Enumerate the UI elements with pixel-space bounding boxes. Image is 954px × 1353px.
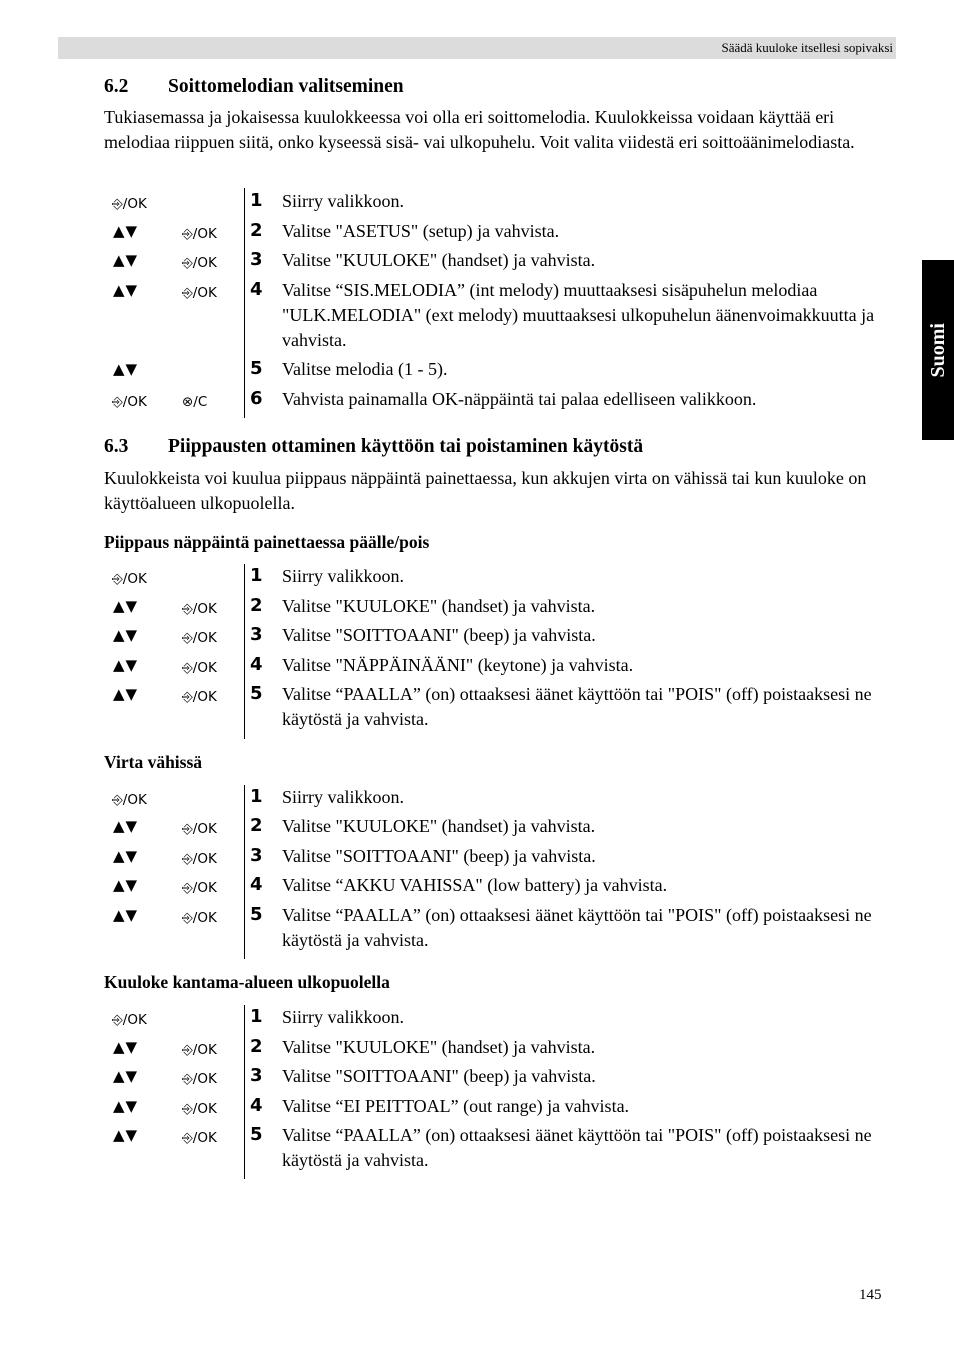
section-title: Piippausten ottaminen käyttöön tai poistaminen käytöstä <box>168 436 644 457</box>
step-number: 6 <box>250 388 263 409</box>
step-text: Valitse "SOITTOAANI" (beep) ja vahvista. <box>282 1066 596 1086</box>
step-text: Siirry valikkoon. <box>282 191 404 211</box>
section-number: 6.2 <box>104 76 129 97</box>
steps-block-keytone <box>104 564 904 739</box>
step-number: 1 <box>250 786 263 807</box>
language-tab <box>922 260 954 440</box>
step-text: Valitse “PAALLA” (on) ottaaksesi äänet käyttöön tai "POIS" (off) poistaaksesi ne käytöstä ja vahvista. <box>282 684 872 729</box>
section-title: Soittomelodian valitseminen <box>168 76 404 97</box>
step-number: 1 <box>250 1006 263 1027</box>
up-down-arrows-icon: ▲▼ <box>113 222 139 240</box>
up-down-arrows-icon: ▲▼ <box>113 251 139 269</box>
step-number: 3 <box>250 624 263 645</box>
steps-block-6-2 <box>104 188 904 418</box>
menu-ok-key-icon: ⎆/OK <box>182 226 217 242</box>
step-number: 3 <box>250 1065 263 1086</box>
running-title: Säädä kuuloke itsellesi sopivaksi <box>721 40 893 55</box>
subheading-keytone: Piippaus näppäintä painettaessa päälle/pois <box>104 532 430 552</box>
menu-ok-key-icon: ⎆/OK <box>182 255 217 271</box>
step-number: 4 <box>250 654 263 675</box>
menu-ok-key-icon: ⎆/OK <box>182 1101 217 1117</box>
menu-ok-key-icon: ⎆/OK <box>112 196 147 212</box>
up-down-arrows-icon: ▲▼ <box>113 1126 139 1144</box>
menu-ok-key-icon: ⎆/OK <box>182 1042 217 1058</box>
menu-ok-key-icon: ⎆/OK <box>182 285 217 301</box>
step-number: 3 <box>250 249 263 270</box>
step-number: 5 <box>250 358 263 379</box>
step-text: Valitse "KUULOKE" (handset) ja vahvista. <box>282 816 596 836</box>
menu-ok-key-icon: ⎆/OK <box>112 1012 147 1028</box>
up-down-arrows-icon: ▲▼ <box>113 817 139 835</box>
up-down-arrows-icon: ▲▼ <box>113 847 139 865</box>
step-number: 2 <box>250 815 263 836</box>
step-text: Valitse “AKKU VAHISSA" (low battery) ja vahvista. <box>282 875 668 895</box>
step-text: Valitse "SOITTOAANI" (beep) ja vahvista. <box>282 625 596 645</box>
menu-ok-key-icon: ⎆/OK <box>182 689 217 705</box>
step-text: Vahvista painamalla OK-näppäintä tai palaa edelliseen valikkoon. <box>282 389 757 409</box>
menu-ok-key-icon: ⎆/OK <box>182 821 217 837</box>
step-number: 4 <box>250 279 263 300</box>
step-text: Valitse “SIS.MELODIA” (int melody) muuttaaksesi sisäpuhelun melodiaa "ULK.MELODIA" (ext melody) muuttaaksesi ulkopuhelun äänenvoimakkuutta ja vahvista. <box>282 280 875 350</box>
menu-ok-key-icon: ⎆/OK <box>112 571 147 587</box>
menu-ok-key-icon: ⎆/OK <box>182 630 217 646</box>
step-number: 5 <box>250 1124 263 1145</box>
step-text: Valitse "KUULOKE" (handset) ja vahvista. <box>282 596 596 616</box>
section-heading-6-3 <box>104 436 643 458</box>
step-text: Valitse "KUULOKE" (handset) ja vahvista. <box>282 250 596 270</box>
up-down-arrows-icon: ▲▼ <box>113 281 139 299</box>
page-number: 145 <box>859 1287 882 1303</box>
running-header <box>58 37 896 59</box>
column-divider <box>244 1005 245 1179</box>
step-text: Valitse “PAALLA” (on) ottaaksesi äänet käyttöön tai "POIS" (off) poistaaksesi ne käytöstä ja vahvista. <box>282 905 872 950</box>
step-text: Valitse "KUULOKE" (handset) ja vahvista. <box>282 1037 596 1057</box>
step-text: Siirry valikkoon. <box>282 787 404 807</box>
step-number: 2 <box>250 1036 263 1057</box>
step-number: 1 <box>250 565 263 586</box>
step-text: Siirry valikkoon. <box>282 566 404 586</box>
menu-ok-key-icon: ⎆/OK <box>112 394 147 410</box>
step-text: Valitse "ASETUS" (setup) ja vahvista. <box>282 221 560 241</box>
section-intro-6-3: Kuulokkeista voi kuulua piippaus näppäintä painettaessa, kun akkujen virta on vähissä tai kun kuuloke on käyttöalueen ulkopuolella. <box>104 468 867 513</box>
steps-block-low-battery <box>104 785 904 959</box>
step-number: 3 <box>250 845 263 866</box>
menu-ok-key-icon: ⎆/OK <box>182 1130 217 1146</box>
subheading-low-battery: Virta vähissä <box>104 752 203 772</box>
subheading-out-of-range: Kuuloke kantama-alueen ulkopuolella <box>104 972 390 992</box>
step-number: 5 <box>250 904 263 925</box>
step-text: Valitse melodia (1 - 5). <box>282 359 448 379</box>
up-down-arrows-icon: ▲▼ <box>113 597 139 615</box>
section-intro-6-2: Tukiasemassa ja jokaisessa kuulokkeessa voi olla eri soittomelodia. Kuulokkeissa voidaan käyttää eri melodiaa riippuen siitä, onko kyseessä sisä- vai ulkopuhelu. Voit valita viidestä eri soittoäänimelodiasta. <box>104 107 855 152</box>
step-number: 2 <box>250 595 263 616</box>
up-down-arrows-icon: ▲▼ <box>113 1067 139 1085</box>
back-c-key-icon: ⊗/C <box>182 394 208 410</box>
up-down-arrows-icon: ▲▼ <box>113 656 139 674</box>
step-text: Valitse "SOITTOAANI" (beep) ja vahvista. <box>282 846 596 866</box>
column-divider <box>244 188 245 418</box>
step-number: 4 <box>250 874 263 895</box>
up-down-arrows-icon: ▲▼ <box>113 626 139 644</box>
section-heading-6-2 <box>104 76 404 98</box>
step-number: 1 <box>250 190 263 211</box>
step-number: 5 <box>250 683 263 704</box>
up-down-arrows-icon: ▲▼ <box>113 360 139 378</box>
section-number: 6.3 <box>104 436 129 457</box>
up-down-arrows-icon: ▲▼ <box>113 685 139 703</box>
step-text: Valitse "NÄPPÄINÄÄNI" (keytone) ja vahvista. <box>282 655 634 675</box>
step-number: 4 <box>250 1095 263 1116</box>
menu-ok-key-icon: ⎆/OK <box>112 792 147 808</box>
up-down-arrows-icon: ▲▼ <box>113 1038 139 1056</box>
menu-ok-key-icon: ⎆/OK <box>182 880 217 896</box>
menu-ok-key-icon: ⎆/OK <box>182 660 217 676</box>
up-down-arrows-icon: ▲▼ <box>113 1097 139 1115</box>
menu-ok-key-icon: ⎆/OK <box>182 1071 217 1087</box>
step-text: Valitse “EI PEITTOAL” (out range) ja vahvista. <box>282 1096 630 1116</box>
column-divider <box>244 564 245 739</box>
up-down-arrows-icon: ▲▼ <box>113 876 139 894</box>
menu-ok-key-icon: ⎆/OK <box>182 910 217 926</box>
menu-ok-key-icon: ⎆/OK <box>182 851 217 867</box>
step-text: Siirry valikkoon. <box>282 1007 404 1027</box>
step-number: 2 <box>250 220 263 241</box>
menu-ok-key-icon: ⎆/OK <box>182 601 217 617</box>
language-tab-label: Suomi <box>926 322 949 378</box>
up-down-arrows-icon: ▲▼ <box>113 906 139 924</box>
steps-block-out-of-range <box>104 1005 904 1179</box>
step-text: Valitse “PAALLA” (on) ottaaksesi äänet käyttöön tai "POIS" (off) poistaaksesi ne käytöstä ja vahvista. <box>282 1125 872 1170</box>
column-divider <box>244 785 245 959</box>
